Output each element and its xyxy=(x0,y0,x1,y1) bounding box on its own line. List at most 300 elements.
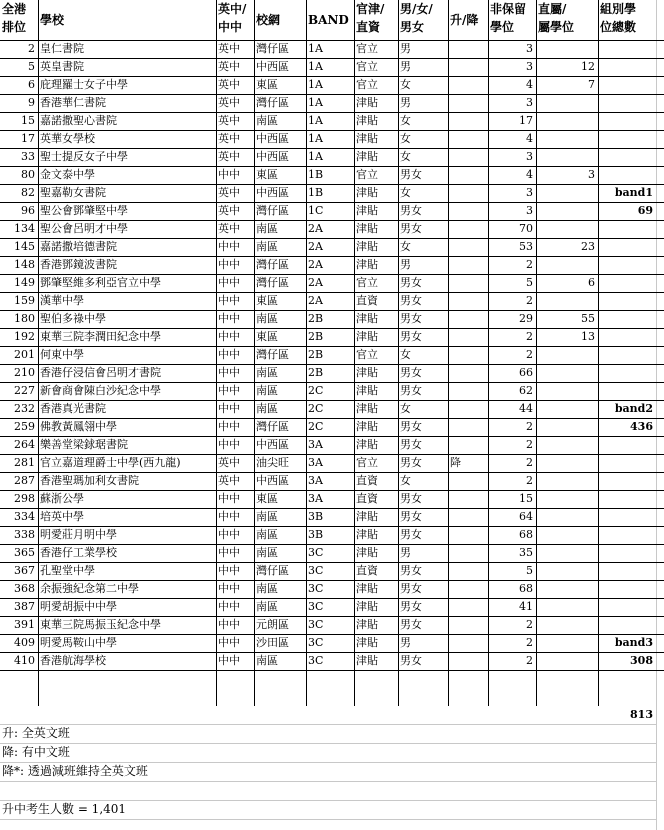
cell-rank[interactable]: 259 xyxy=(14,420,35,433)
cell-district[interactable]: 南區 xyxy=(256,114,278,127)
cell-updown[interactable] xyxy=(448,274,488,292)
cell-updown[interactable] xyxy=(448,490,488,508)
cell-gender[interactable]: 男女 xyxy=(400,312,422,325)
cell-finance[interactable]: 津貼 xyxy=(356,654,378,667)
cell-school[interactable]: 金文泰中學 xyxy=(40,168,95,181)
cell-rank[interactable]: 409 xyxy=(14,636,35,649)
cell-gender[interactable]: 男女 xyxy=(400,438,422,451)
cell-group[interactable]: band2 xyxy=(614,402,653,415)
cell-nonreserved[interactable]: 2 xyxy=(526,654,533,667)
cell-medium[interactable]: 英中 xyxy=(218,456,240,469)
cell-updown[interactable] xyxy=(448,364,488,382)
cell-rank[interactable]: 5 xyxy=(28,60,35,73)
cell-district[interactable]: 中西區 xyxy=(256,474,289,487)
cell-rank[interactable]: 96 xyxy=(21,204,35,217)
cell-updown[interactable] xyxy=(448,220,488,238)
cell-gender[interactable]: 男 xyxy=(400,258,411,271)
cell-medium[interactable]: 英中 xyxy=(218,222,240,235)
cell-gender[interactable]: 男女 xyxy=(400,456,422,469)
cell-nonreserved[interactable]: 68 xyxy=(519,582,533,595)
cell-group[interactable] xyxy=(598,616,656,634)
cell-updown[interactable] xyxy=(448,112,488,130)
cell-medium[interactable]: 中中 xyxy=(218,528,240,541)
cell-district[interactable]: 南區 xyxy=(256,654,278,667)
cell-band[interactable]: 3C xyxy=(308,618,324,631)
cell-updown[interactable] xyxy=(448,526,488,544)
cell-band[interactable]: 3C xyxy=(308,654,324,667)
cell-through[interactable] xyxy=(536,418,598,436)
cell-district[interactable]: 油尖旺 xyxy=(256,456,289,469)
cell-band[interactable]: 1C xyxy=(308,204,324,217)
cell-nonreserved[interactable]: 68 xyxy=(519,528,533,541)
cell-school[interactable]: 嘉諾撒聖心書院 xyxy=(40,114,117,127)
cell-gender[interactable]: 男女 xyxy=(400,618,422,631)
cell-nonreserved[interactable]: 29 xyxy=(519,312,533,325)
cell-medium[interactable]: 中中 xyxy=(218,168,240,181)
cell-nonreserved[interactable]: 53 xyxy=(519,240,533,253)
cell-updown[interactable] xyxy=(448,652,488,670)
cell-district[interactable]: 中西區 xyxy=(256,438,289,451)
cell-district[interactable]: 南區 xyxy=(256,366,278,379)
cell-group[interactable] xyxy=(598,490,656,508)
cell-nonreserved[interactable]: 66 xyxy=(519,366,533,379)
cell-group[interactable] xyxy=(598,274,656,292)
cell-band[interactable]: 3C xyxy=(308,636,324,649)
cell-medium[interactable]: 英中 xyxy=(218,186,240,199)
cell-district[interactable]: 南區 xyxy=(256,312,278,325)
cell-through[interactable] xyxy=(536,454,598,472)
cell-group[interactable]: band3 xyxy=(614,636,653,649)
cell-medium[interactable]: 中中 xyxy=(218,240,240,253)
cell-group[interactable] xyxy=(598,292,656,310)
cell-band[interactable]: 1A xyxy=(308,114,323,127)
cell-group[interactable] xyxy=(598,112,656,130)
cell-gender[interactable]: 男 xyxy=(400,60,411,73)
cell-updown[interactable] xyxy=(448,436,488,454)
cell-district[interactable]: 元朗區 xyxy=(256,618,289,631)
cell-updown[interactable] xyxy=(448,184,488,202)
cell-band[interactable]: 1A xyxy=(308,96,323,109)
cell-through[interactable] xyxy=(536,292,598,310)
cell-nonreserved[interactable]: 2 xyxy=(526,294,533,307)
cell-district[interactable]: 中西區 xyxy=(256,150,289,163)
cell-finance[interactable]: 津貼 xyxy=(356,132,378,145)
header-finance[interactable] xyxy=(354,0,398,40)
cell-nonreserved[interactable]: 2 xyxy=(526,456,533,469)
cell-school[interactable]: 香港航海學校 xyxy=(40,654,106,667)
cell-through[interactable] xyxy=(536,346,598,364)
cell-updown[interactable]: 降 xyxy=(450,456,461,469)
cell-through[interactable] xyxy=(536,40,598,58)
cell-gender[interactable]: 男女 xyxy=(400,564,422,577)
header-groupcount[interactable] xyxy=(598,0,656,40)
cell-band[interactable]: 2C xyxy=(308,420,324,433)
cell-school[interactable]: 明愛莊月明中學 xyxy=(40,528,117,541)
cell-finance[interactable]: 津貼 xyxy=(356,636,378,649)
cell-school[interactable]: 皇仁書院 xyxy=(40,42,84,55)
cell-medium[interactable]: 中中 xyxy=(218,366,240,379)
cell-finance[interactable]: 津貼 xyxy=(356,312,378,325)
cell-updown[interactable] xyxy=(448,202,488,220)
cell-school[interactable]: 東華三院李潤田紀念中學 xyxy=(40,330,161,343)
cell-group[interactable] xyxy=(598,544,656,562)
cell-group[interactable] xyxy=(598,256,656,274)
cell-nonreserved[interactable]: 4 xyxy=(526,78,533,91)
cell-nonreserved[interactable]: 64 xyxy=(519,510,533,523)
cell-finance[interactable]: 津貼 xyxy=(356,600,378,613)
cell-gender[interactable]: 男女 xyxy=(400,276,422,289)
cell-nonreserved[interactable]: 3 xyxy=(526,60,533,73)
cell-school[interactable]: 東華三院馬振玉紀念中學 xyxy=(40,618,161,631)
cell-rank[interactable]: 287 xyxy=(14,474,35,487)
cell-band[interactable]: 2B xyxy=(308,348,324,361)
cell-rank[interactable]: 148 xyxy=(14,258,35,271)
cell-finance[interactable]: 直資 xyxy=(356,492,378,505)
cell-band[interactable]: 3B xyxy=(308,528,324,541)
cell-updown[interactable] xyxy=(448,346,488,364)
cell-through[interactable]: 7 xyxy=(588,78,595,91)
cell-school[interactable]: 何東中學 xyxy=(40,348,84,361)
cell-rank[interactable]: 180 xyxy=(14,312,35,325)
cell-gender[interactable]: 男 xyxy=(400,42,411,55)
cell-through[interactable] xyxy=(536,598,598,616)
cell-medium[interactable]: 中中 xyxy=(218,348,240,361)
cell-school[interactable]: 聖嘉勒女書院 xyxy=(40,186,106,199)
cell-rank[interactable]: 281 xyxy=(14,456,35,469)
cell-gender[interactable]: 男 xyxy=(400,636,411,649)
cell-group[interactable] xyxy=(598,94,656,112)
cell-updown[interactable] xyxy=(448,382,488,400)
cell-medium[interactable]: 中中 xyxy=(218,420,240,433)
cell-rank[interactable]: 9 xyxy=(28,96,35,109)
cell-medium[interactable]: 中中 xyxy=(218,510,240,523)
cell-rank[interactable]: 6 xyxy=(28,78,35,91)
cell-through[interactable] xyxy=(536,472,598,490)
cell-updown[interactable] xyxy=(448,508,488,526)
cell-through[interactable]: 3 xyxy=(588,168,595,181)
cell-group[interactable] xyxy=(598,454,656,472)
cell-medium[interactable]: 中中 xyxy=(218,564,240,577)
cell-finance[interactable]: 津貼 xyxy=(356,546,378,559)
cell-finance[interactable]: 官立 xyxy=(356,78,378,91)
cell-rank[interactable]: 17 xyxy=(21,132,35,145)
cell-nonreserved[interactable]: 17 xyxy=(519,114,533,127)
cell-through[interactable] xyxy=(536,220,598,238)
cell-through[interactable] xyxy=(536,202,598,220)
cell-gender[interactable]: 女 xyxy=(400,186,411,199)
cell-medium[interactable]: 中中 xyxy=(218,438,240,451)
cell-updown[interactable] xyxy=(448,256,488,274)
cell-group[interactable]: 308 xyxy=(630,654,653,667)
cell-group[interactable]: 436 xyxy=(630,420,653,433)
header-medium[interactable] xyxy=(216,0,254,40)
cell-group[interactable] xyxy=(598,58,656,76)
cell-rank[interactable]: 334 xyxy=(14,510,35,523)
cell-school[interactable]: 庇理羅士女子中學 xyxy=(40,78,128,91)
cell-updown[interactable] xyxy=(448,616,488,634)
cell-nonreserved[interactable]: 2 xyxy=(526,636,533,649)
cell-medium[interactable]: 中中 xyxy=(218,294,240,307)
cell-nonreserved[interactable]: 5 xyxy=(526,276,533,289)
cell-gender[interactable]: 女 xyxy=(400,402,411,415)
cell-rank[interactable]: 367 xyxy=(14,564,35,577)
cell-through[interactable] xyxy=(536,580,598,598)
cell-gender[interactable]: 男女 xyxy=(400,294,422,307)
cell-updown[interactable] xyxy=(448,580,488,598)
cell-district[interactable]: 南區 xyxy=(256,546,278,559)
cell-district[interactable]: 灣仔區 xyxy=(256,258,289,271)
cell-school[interactable]: 聖公會呂明才中學 xyxy=(40,222,128,235)
cell-updown[interactable] xyxy=(448,94,488,112)
cell-group[interactable] xyxy=(598,364,656,382)
cell-school[interactable]: 香港仔工業學校 xyxy=(40,546,117,559)
cell-gender[interactable]: 女 xyxy=(400,114,411,127)
cell-updown[interactable] xyxy=(448,292,488,310)
cell-school[interactable]: 香港真光書院 xyxy=(40,402,106,415)
cell-school[interactable]: 嘉諾撒培德書院 xyxy=(40,240,117,253)
cell-gender[interactable]: 男女 xyxy=(400,600,422,613)
cell-group[interactable] xyxy=(598,598,656,616)
cell-through[interactable]: 55 xyxy=(581,312,595,325)
cell-rank[interactable]: 210 xyxy=(14,366,35,379)
cell-updown[interactable] xyxy=(448,148,488,166)
cell-school[interactable]: 樂善堂梁銶琚書院 xyxy=(40,438,128,451)
cell-rank[interactable]: 201 xyxy=(14,348,35,361)
cell-finance[interactable]: 直資 xyxy=(356,474,378,487)
cell-school[interactable]: 新會商會陳白沙紀念中學 xyxy=(40,384,161,397)
cell-through[interactable] xyxy=(536,562,598,580)
cell-gender[interactable]: 女 xyxy=(400,132,411,145)
cell-band[interactable]: 2A xyxy=(308,294,323,307)
cell-nonreserved[interactable]: 5 xyxy=(526,564,533,577)
cell-updown[interactable] xyxy=(448,310,488,328)
cell-gender[interactable]: 男女 xyxy=(400,204,422,217)
cell-group[interactable] xyxy=(598,328,656,346)
cell-medium[interactable]: 英中 xyxy=(218,132,240,145)
cell-rank[interactable]: 192 xyxy=(14,330,35,343)
cell-medium[interactable]: 中中 xyxy=(218,600,240,613)
cell-nonreserved[interactable]: 2 xyxy=(526,618,533,631)
cell-rank[interactable]: 232 xyxy=(14,402,35,415)
cell-district[interactable]: 南區 xyxy=(256,402,278,415)
cell-school[interactable]: 香港鄧鏡波書院 xyxy=(40,258,117,271)
cell-updown[interactable] xyxy=(448,562,488,580)
header-rank[interactable] xyxy=(0,0,38,40)
cell-gender[interactable]: 男女 xyxy=(400,366,422,379)
cell-medium[interactable]: 中中 xyxy=(218,384,240,397)
cell-through[interactable]: 6 xyxy=(588,276,595,289)
cell-nonreserved[interactable]: 4 xyxy=(526,132,533,145)
cell-updown[interactable] xyxy=(448,76,488,94)
cell-school[interactable]: 聖伯多祿中學 xyxy=(40,312,106,325)
cell-finance[interactable]: 官立 xyxy=(356,42,378,55)
cell-through[interactable]: 13 xyxy=(581,330,595,343)
cell-band[interactable]: 3A xyxy=(308,456,323,469)
cell-finance[interactable]: 津貼 xyxy=(356,150,378,163)
cell-updown[interactable] xyxy=(448,130,488,148)
cell-group[interactable] xyxy=(598,508,656,526)
cell-medium[interactable]: 中中 xyxy=(218,492,240,505)
cell-medium[interactable]: 中中 xyxy=(218,312,240,325)
cell-updown[interactable] xyxy=(448,634,488,652)
cell-gender[interactable]: 男女 xyxy=(400,384,422,397)
cell-district[interactable]: 南區 xyxy=(256,600,278,613)
cell-through[interactable] xyxy=(536,130,598,148)
cell-medium[interactable]: 中中 xyxy=(218,258,240,271)
cell-medium[interactable]: 中中 xyxy=(218,636,240,649)
cell-school[interactable]: 鄧肇堅維多利亞官立中學 xyxy=(40,276,161,289)
grand-total[interactable]: 813 xyxy=(630,708,653,721)
cell-group[interactable] xyxy=(598,40,656,58)
cell-updown[interactable] xyxy=(448,40,488,58)
cell-finance[interactable]: 津貼 xyxy=(356,438,378,451)
cell-medium[interactable]: 英中 xyxy=(218,78,240,91)
cell-finance[interactable]: 津貼 xyxy=(356,240,378,253)
cell-finance[interactable]: 津貼 xyxy=(356,222,378,235)
cell-through[interactable]: 23 xyxy=(581,240,595,253)
cell-rank[interactable]: 82 xyxy=(21,186,35,199)
cell-band[interactable]: 2C xyxy=(308,384,324,397)
cell-medium[interactable]: 英中 xyxy=(218,204,240,217)
cell-finance[interactable]: 官立 xyxy=(356,168,378,181)
cell-gender[interactable]: 女 xyxy=(400,150,411,163)
cell-through[interactable] xyxy=(536,112,598,130)
cell-rank[interactable]: 80 xyxy=(21,168,35,181)
cell-school[interactable]: 香港聖瑪加利女書院 xyxy=(40,474,139,487)
cell-band[interactable]: 1A xyxy=(308,42,323,55)
cell-rank[interactable]: 391 xyxy=(14,618,35,631)
cell-updown[interactable] xyxy=(448,166,488,184)
cell-district[interactable]: 東區 xyxy=(256,168,278,181)
cell-rank[interactable]: 159 xyxy=(14,294,35,307)
cell-band[interactable]: 1A xyxy=(308,132,323,145)
cell-rank[interactable]: 410 xyxy=(14,654,35,667)
cell-updown[interactable] xyxy=(448,418,488,436)
cell-finance[interactable]: 官立 xyxy=(356,60,378,73)
cell-nonreserved[interactable]: 62 xyxy=(519,384,533,397)
cell-band[interactable]: 3B xyxy=(308,510,324,523)
cell-band[interactable]: 2B xyxy=(308,330,324,343)
cell-nonreserved[interactable]: 3 xyxy=(526,186,533,199)
header-gender[interactable] xyxy=(398,0,448,40)
cell-through[interactable] xyxy=(536,544,598,562)
header-through[interactable] xyxy=(536,0,598,40)
cell-finance[interactable]: 津貼 xyxy=(356,258,378,271)
cell-school[interactable]: 香港仔浸信會呂明才書院 xyxy=(40,366,161,379)
cell-district[interactable]: 灣仔區 xyxy=(256,276,289,289)
cell-finance[interactable]: 官立 xyxy=(356,456,378,469)
cell-medium[interactable]: 中中 xyxy=(218,582,240,595)
cell-through[interactable] xyxy=(536,94,598,112)
header-school[interactable]: 學校 xyxy=(40,13,65,27)
cell-nonreserved[interactable]: 3 xyxy=(526,96,533,109)
cell-finance[interactable]: 津貼 xyxy=(356,204,378,217)
cell-medium[interactable]: 英中 xyxy=(218,150,240,163)
cell-medium[interactable]: 英中 xyxy=(218,474,240,487)
cell-through[interactable] xyxy=(536,508,598,526)
cell-medium[interactable]: 中中 xyxy=(218,330,240,343)
cell-through[interactable] xyxy=(536,148,598,166)
cell-updown[interactable] xyxy=(448,544,488,562)
cell-through[interactable] xyxy=(536,526,598,544)
cell-group[interactable] xyxy=(598,310,656,328)
header-band[interactable]: BAND xyxy=(308,13,349,27)
cell-nonreserved[interactable]: 3 xyxy=(526,150,533,163)
cell-nonreserved[interactable]: 70 xyxy=(519,222,533,235)
cell-rank[interactable]: 298 xyxy=(14,492,35,505)
cell-finance[interactable]: 津貼 xyxy=(356,510,378,523)
cell-district[interactable]: 沙田區 xyxy=(256,636,289,649)
cell-group[interactable] xyxy=(598,382,656,400)
cell-district[interactable]: 東區 xyxy=(256,78,278,91)
cell-nonreserved[interactable]: 2 xyxy=(526,438,533,451)
cell-district[interactable]: 灣仔區 xyxy=(256,348,289,361)
cell-nonreserved[interactable]: 2 xyxy=(526,420,533,433)
cell-school[interactable]: 明愛胡振中中學 xyxy=(40,600,117,613)
cell-finance[interactable]: 津貼 xyxy=(356,366,378,379)
cell-district[interactable]: 南區 xyxy=(256,222,278,235)
cell-group[interactable] xyxy=(598,526,656,544)
cell-school[interactable]: 聖士提反女子中學 xyxy=(40,150,128,163)
cell-school[interactable]: 漢華中學 xyxy=(40,294,84,307)
cell-medium[interactable]: 英中 xyxy=(218,114,240,127)
cell-district[interactable]: 南區 xyxy=(256,582,278,595)
cell-gender[interactable]: 男女 xyxy=(400,654,422,667)
cell-band[interactable]: 1A xyxy=(308,150,323,163)
cell-district[interactable]: 南區 xyxy=(256,510,278,523)
cell-nonreserved[interactable]: 2 xyxy=(526,474,533,487)
cell-group[interactable] xyxy=(598,580,656,598)
cell-rank[interactable]: 264 xyxy=(14,438,35,451)
cell-rank[interactable]: 33 xyxy=(21,150,35,163)
cell-band[interactable]: 3A xyxy=(308,474,323,487)
cell-band[interactable]: 3C xyxy=(308,600,324,613)
cell-medium[interactable]: 中中 xyxy=(218,546,240,559)
cell-updown[interactable] xyxy=(448,328,488,346)
cell-medium[interactable]: 中中 xyxy=(218,618,240,631)
cell-band[interactable]: 3A xyxy=(308,438,323,451)
cell-group[interactable] xyxy=(598,346,656,364)
cell-finance[interactable]: 津貼 xyxy=(356,330,378,343)
cell-through[interactable] xyxy=(536,364,598,382)
cell-band[interactable]: 2B xyxy=(308,366,324,379)
cell-district[interactable]: 南區 xyxy=(256,240,278,253)
cell-medium[interactable]: 中中 xyxy=(218,654,240,667)
cell-nonreserved[interactable]: 4 xyxy=(526,168,533,181)
cell-nonreserved[interactable]: 3 xyxy=(526,204,533,217)
cell-finance[interactable]: 直資 xyxy=(356,294,378,307)
cell-rank[interactable]: 387 xyxy=(14,600,35,613)
cell-rank[interactable]: 368 xyxy=(14,582,35,595)
cell-district[interactable]: 灣仔區 xyxy=(256,420,289,433)
cell-band[interactable]: 1A xyxy=(308,60,323,73)
cell-through[interactable] xyxy=(536,652,598,670)
cell-gender[interactable]: 女 xyxy=(400,240,411,253)
cell-rank[interactable]: 227 xyxy=(14,384,35,397)
cell-group[interactable] xyxy=(598,436,656,454)
cell-band[interactable]: 1B xyxy=(308,186,324,199)
cell-gender[interactable]: 男女 xyxy=(400,168,422,181)
cell-group[interactable] xyxy=(598,562,656,580)
cell-finance[interactable]: 津貼 xyxy=(356,528,378,541)
cell-finance[interactable]: 官立 xyxy=(356,348,378,361)
cell-finance[interactable]: 津貼 xyxy=(356,96,378,109)
cell-finance[interactable]: 津貼 xyxy=(356,618,378,631)
cell-through[interactable] xyxy=(536,400,598,418)
cell-group[interactable] xyxy=(598,166,656,184)
cell-through[interactable] xyxy=(536,184,598,202)
cell-updown[interactable] xyxy=(448,238,488,256)
